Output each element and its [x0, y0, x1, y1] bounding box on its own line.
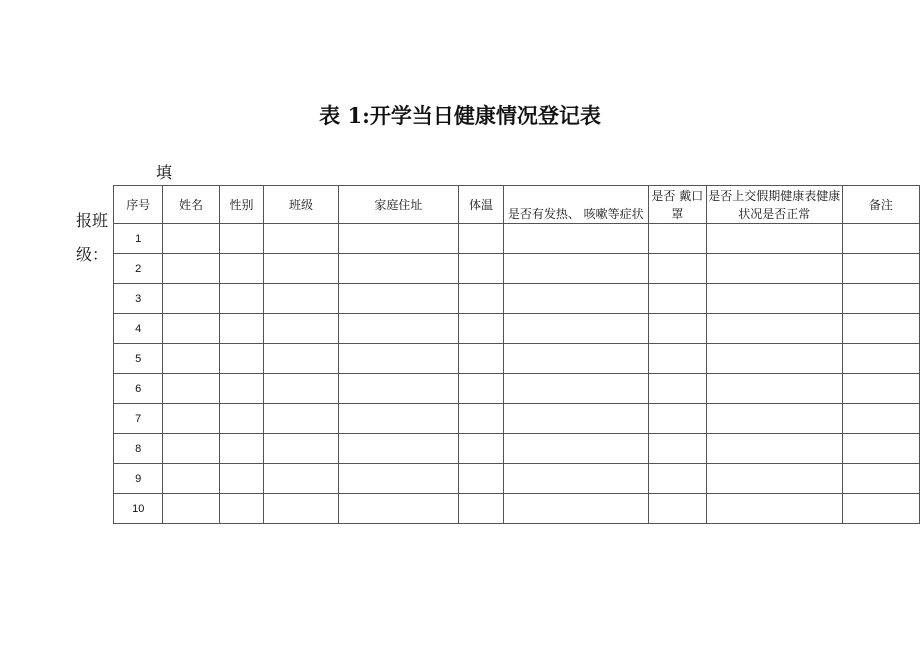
table-cell[interactable]	[264, 344, 338, 374]
table-cell[interactable]	[219, 404, 264, 434]
table-cell[interactable]	[706, 314, 842, 344]
header-row	[114, 186, 920, 224]
table-cell[interactable]	[338, 494, 458, 524]
table-cell[interactable]	[459, 404, 504, 434]
report-class-label: 报班	[76, 211, 109, 230]
table-cell[interactable]	[842, 464, 919, 494]
table-cell[interactable]	[163, 434, 219, 464]
fill-label: 填	[156, 163, 173, 182]
table-cell[interactable]	[338, 284, 458, 314]
table-cell[interactable]	[163, 464, 219, 494]
table-cell[interactable]	[459, 434, 504, 464]
table-cell[interactable]	[842, 284, 919, 314]
table-cell[interactable]	[706, 224, 842, 254]
table-row	[114, 374, 920, 404]
row-number: 9	[114, 464, 163, 494]
table-cell[interactable]	[338, 314, 458, 344]
row-number: 3	[114, 284, 163, 314]
document-title: 表 1:开学当日健康情况登记表	[319, 103, 601, 128]
table-cell[interactable]	[459, 374, 504, 404]
row-number: 10	[114, 494, 163, 524]
row-number: 2	[114, 254, 163, 284]
table-cell[interactable]	[842, 224, 919, 254]
table-cell[interactable]	[338, 254, 458, 284]
table-row	[114, 314, 920, 344]
table-cell[interactable]	[338, 404, 458, 434]
table-cell[interactable]	[842, 434, 919, 464]
row-number: 5	[114, 344, 163, 374]
table-cell[interactable]	[264, 224, 338, 254]
table-cell[interactable]	[503, 494, 648, 524]
table-cell[interactable]	[163, 374, 219, 404]
table-cell[interactable]	[459, 344, 504, 374]
table-cell[interactable]	[648, 374, 706, 404]
table-cell[interactable]	[459, 314, 504, 344]
column-header: 性别	[219, 186, 264, 224]
table-cell[interactable]	[842, 314, 919, 344]
table-cell[interactable]	[264, 314, 338, 344]
health-registration-table	[113, 185, 920, 524]
table-cell[interactable]	[338, 464, 458, 494]
table-cell[interactable]	[338, 374, 458, 404]
table-cell[interactable]	[503, 434, 648, 464]
column-header: 是否 戴口罩	[648, 186, 706, 224]
row-number: 6	[114, 374, 163, 404]
table-cell[interactable]	[264, 254, 338, 284]
table-cell[interactable]	[648, 464, 706, 494]
table-cell[interactable]	[264, 404, 338, 434]
table-cell[interactable]	[219, 254, 264, 284]
table-cell[interactable]	[264, 374, 338, 404]
column-header: 体温	[459, 186, 504, 224]
table-row	[114, 284, 920, 314]
table-cell[interactable]	[648, 314, 706, 344]
table-cell[interactable]	[219, 434, 264, 464]
table-cell[interactable]	[706, 284, 842, 314]
table-cell[interactable]	[842, 344, 919, 374]
table-cell[interactable]	[503, 374, 648, 404]
table-cell[interactable]	[163, 344, 219, 374]
table-cell[interactable]	[648, 434, 706, 464]
table-cell[interactable]	[648, 224, 706, 254]
table-cell[interactable]	[648, 404, 706, 434]
table-cell[interactable]	[706, 404, 842, 434]
table-cell[interactable]	[459, 284, 504, 314]
table-cell[interactable]	[219, 374, 264, 404]
table-cell[interactable]	[842, 404, 919, 434]
table-cell[interactable]	[264, 284, 338, 314]
table-cell[interactable]	[648, 494, 706, 524]
table-cell[interactable]	[338, 224, 458, 254]
table-cell[interactable]	[219, 284, 264, 314]
class-label: 级：	[76, 245, 109, 264]
table-cell[interactable]	[163, 494, 219, 524]
table-cell[interactable]	[163, 284, 219, 314]
table-cell[interactable]	[706, 494, 842, 524]
row-number: 8	[114, 434, 163, 464]
table-cell[interactable]	[219, 464, 264, 494]
table-cell[interactable]	[706, 374, 842, 404]
table-row	[114, 254, 920, 284]
table-cell[interactable]	[219, 314, 264, 344]
table-cell[interactable]	[842, 494, 919, 524]
table-cell[interactable]	[459, 254, 504, 284]
table-cell[interactable]	[706, 464, 842, 494]
table-cell[interactable]	[338, 344, 458, 374]
column-header: 序号	[114, 186, 163, 224]
table-cell[interactable]	[706, 434, 842, 464]
row-number: 7	[114, 404, 163, 434]
table-cell[interactable]	[503, 464, 648, 494]
table-cell[interactable]	[706, 344, 842, 374]
table-cell[interactable]	[842, 254, 919, 284]
column-header: 是否有发热、 咳嗽等症状	[503, 186, 648, 224]
table-row	[114, 404, 920, 434]
table-row	[114, 434, 920, 464]
table-cell[interactable]	[219, 494, 264, 524]
table-cell[interactable]	[503, 284, 648, 314]
table-cell[interactable]	[706, 254, 842, 284]
table-cell[interactable]	[459, 224, 504, 254]
table-cell[interactable]	[648, 254, 706, 284]
table-cell[interactable]	[264, 494, 338, 524]
table-cell[interactable]	[459, 464, 504, 494]
table-cell[interactable]	[264, 464, 338, 494]
table-cell[interactable]	[163, 314, 219, 344]
row-number: 4	[114, 314, 163, 344]
table-row	[114, 224, 920, 254]
table-cell[interactable]	[842, 374, 919, 404]
column-header: 班级	[264, 186, 338, 224]
table-cell[interactable]	[648, 344, 706, 374]
table-cell[interactable]	[219, 224, 264, 254]
column-header: 家庭住址	[338, 186, 458, 224]
table-cell[interactable]	[503, 314, 648, 344]
table-cell[interactable]	[648, 284, 706, 314]
table-row	[114, 344, 920, 374]
table-cell[interactable]	[338, 434, 458, 464]
table-row	[114, 494, 920, 524]
table-cell[interactable]	[503, 254, 648, 284]
table-cell[interactable]	[503, 224, 648, 254]
table-cell[interactable]	[219, 344, 264, 374]
table-cell[interactable]	[503, 344, 648, 374]
column-header: 备注	[842, 186, 919, 224]
column-header: 是否上交假期健康表健康状况是否正常	[706, 186, 842, 224]
row-number: 1	[114, 224, 163, 254]
table-cell[interactable]	[163, 254, 219, 284]
column-header: 姓名	[163, 186, 219, 224]
table-cell[interactable]	[163, 224, 219, 254]
table-row	[114, 464, 920, 494]
table-cell[interactable]	[459, 494, 504, 524]
table-cell[interactable]	[264, 434, 338, 464]
table-cell[interactable]	[163, 404, 219, 434]
table-cell[interactable]	[503, 404, 648, 434]
